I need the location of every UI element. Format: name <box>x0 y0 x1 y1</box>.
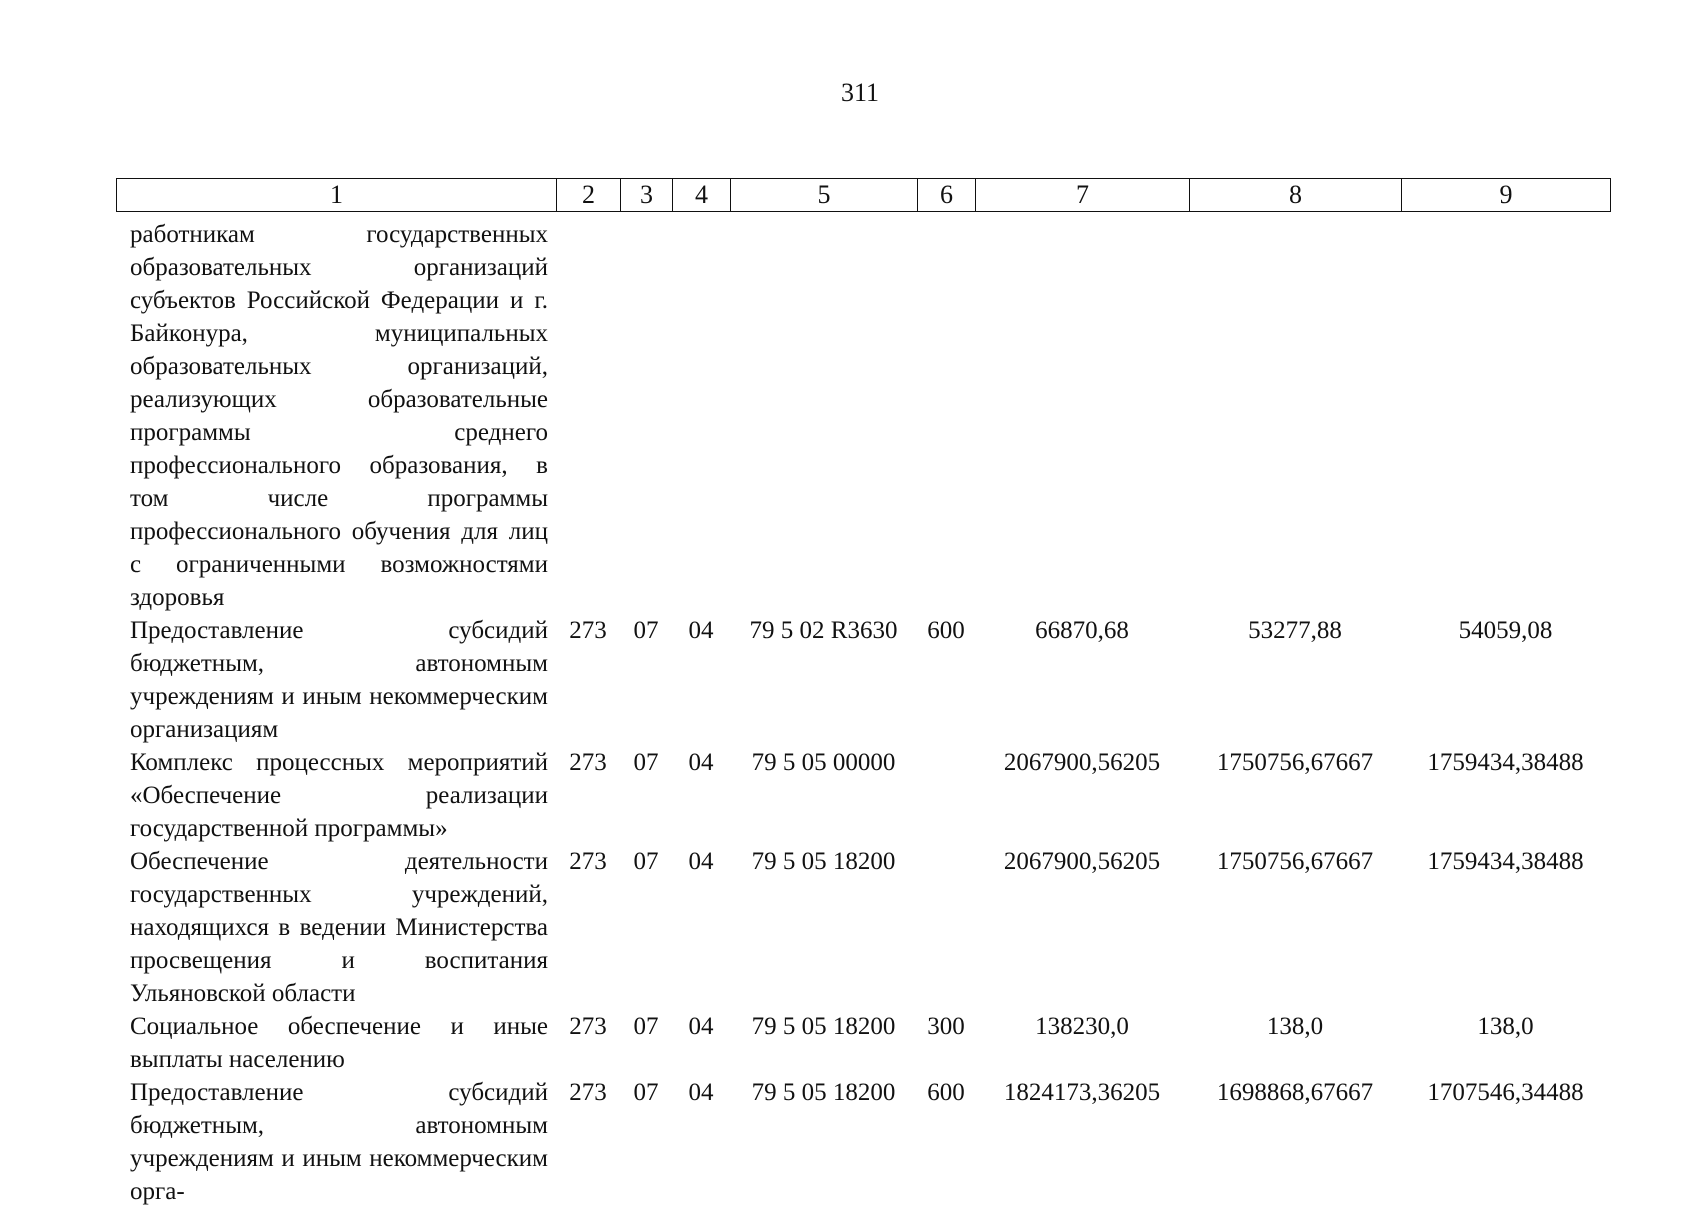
row-name: Предоставление субсидий бюджетным, автономным учреждениям и иным некоммерческим орга- <box>130 1079 548 1205</box>
row-code-3: 07 <box>633 749 659 776</box>
row-code-5 <box>730 218 917 614</box>
row-code-5: 79 5 05 00000 <box>751 749 896 776</box>
budget-table <box>116 218 1610 1208</box>
row-code-6 <box>917 746 975 845</box>
row-amount-8: 1750756,67667 <box>1216 749 1374 776</box>
row-code-4: 04 <box>688 617 714 644</box>
row-code-4: 04 <box>688 1013 714 1040</box>
row-code-6 <box>917 845 975 1010</box>
row-amount-8: 138,0 <box>1266 1013 1324 1040</box>
row-code-2 <box>556 218 620 614</box>
column-header-9: 9 <box>1402 179 1611 212</box>
row-name: Обеспечение деятельности государственных учреждений, находящихся в ведении Министерства просвещения и воспитания Ульяновской области <box>130 848 548 1007</box>
row-code-6: 600 <box>927 617 965 644</box>
row-name: Предоставление субсидий бюджетным, автономным учреждениям и иным некоммерческим организациям <box>130 617 548 743</box>
table-row <box>116 614 1610 746</box>
row-code-2: 273 <box>569 749 607 776</box>
row-amount-7: 138230,0 <box>1035 1013 1129 1040</box>
row-name: Комплекс процессных мероприятий «Обеспечение реализации государственной программы» <box>130 749 548 842</box>
row-amount-7: 2067900,56205 <box>1003 848 1161 875</box>
row-code-3: 07 <box>633 848 659 875</box>
row-amount-9: 1759434,38488 <box>1427 848 1584 875</box>
table-row <box>116 218 1610 614</box>
row-name: Социальное обеспечение и иные выплаты населению <box>130 1013 548 1073</box>
row-code-6 <box>917 218 975 614</box>
row-code-5: 79 5 05 18200 <box>751 1079 896 1106</box>
column-header-8: 8 <box>1190 179 1402 212</box>
row-amount-9: 1759434,38488 <box>1427 749 1584 776</box>
row-code-5: 79 5 05 18200 <box>751 1013 896 1040</box>
table-row <box>116 746 1610 845</box>
column-header-2: 2 <box>557 179 621 212</box>
row-name: работникам государственных образовательных организаций субъектов Российской Федерации и г. Байконура, муниципальных образовательных организаций, реализующих образовательные программы среднего профессионального образования, в том числе программы профессионального обучения для лиц с ограниченными возможностями здоровья <box>130 221 548 611</box>
row-amount-8: 1750756,67667 <box>1216 848 1374 875</box>
row-code-2: 273 <box>569 1079 607 1106</box>
row-amount-7: 66870,68 <box>1035 617 1129 644</box>
row-code-4: 04 <box>688 1079 714 1106</box>
row-code-6: 600 <box>927 1079 965 1106</box>
table-row <box>116 845 1610 1010</box>
row-amount-7: 1824173,36205 <box>1003 1079 1161 1106</box>
page-number: 311 <box>840 78 880 107</box>
column-header-3: 3 <box>621 179 673 212</box>
row-amount-8: 53277,88 <box>1248 617 1342 644</box>
row-amount-8: 1698868,67667 <box>1216 1079 1374 1106</box>
table-row <box>116 1010 1610 1076</box>
row-amount-8 <box>1189 218 1401 614</box>
row-amount-9: 138,0 <box>1477 1013 1534 1040</box>
row-code-5: 79 5 02 R3630 <box>749 617 898 644</box>
row-amount-7: 2067900,56205 <box>1003 749 1161 776</box>
row-code-4 <box>672 218 730 614</box>
row-amount-7 <box>975 218 1189 614</box>
row-code-2: 273 <box>569 1013 607 1040</box>
row-code-2: 273 <box>569 617 607 644</box>
column-header-1: 1 <box>117 179 557 212</box>
row-code-6: 300 <box>927 1013 965 1040</box>
column-header-5: 5 <box>731 179 918 212</box>
column-header-7: 7 <box>976 179 1190 212</box>
column-header-table <box>116 178 1611 212</box>
row-code-2: 273 <box>569 848 607 875</box>
row-code-3: 07 <box>633 1079 659 1106</box>
row-code-3 <box>620 218 672 614</box>
row-code-5: 79 5 05 18200 <box>751 848 896 875</box>
row-amount-9: 54059,08 <box>1458 617 1553 644</box>
column-header-4: 4 <box>673 179 731 212</box>
row-code-4: 04 <box>688 848 714 875</box>
row-amount-9: 1707546,34488 <box>1427 1079 1584 1106</box>
table-row <box>116 1076 1610 1208</box>
column-header-6: 6 <box>918 179 976 212</box>
row-code-4: 04 <box>688 749 714 776</box>
row-code-3: 07 <box>633 1013 659 1040</box>
column-header-row <box>117 179 1611 212</box>
row-amount-9 <box>1401 218 1610 614</box>
row-code-3: 07 <box>633 617 659 644</box>
